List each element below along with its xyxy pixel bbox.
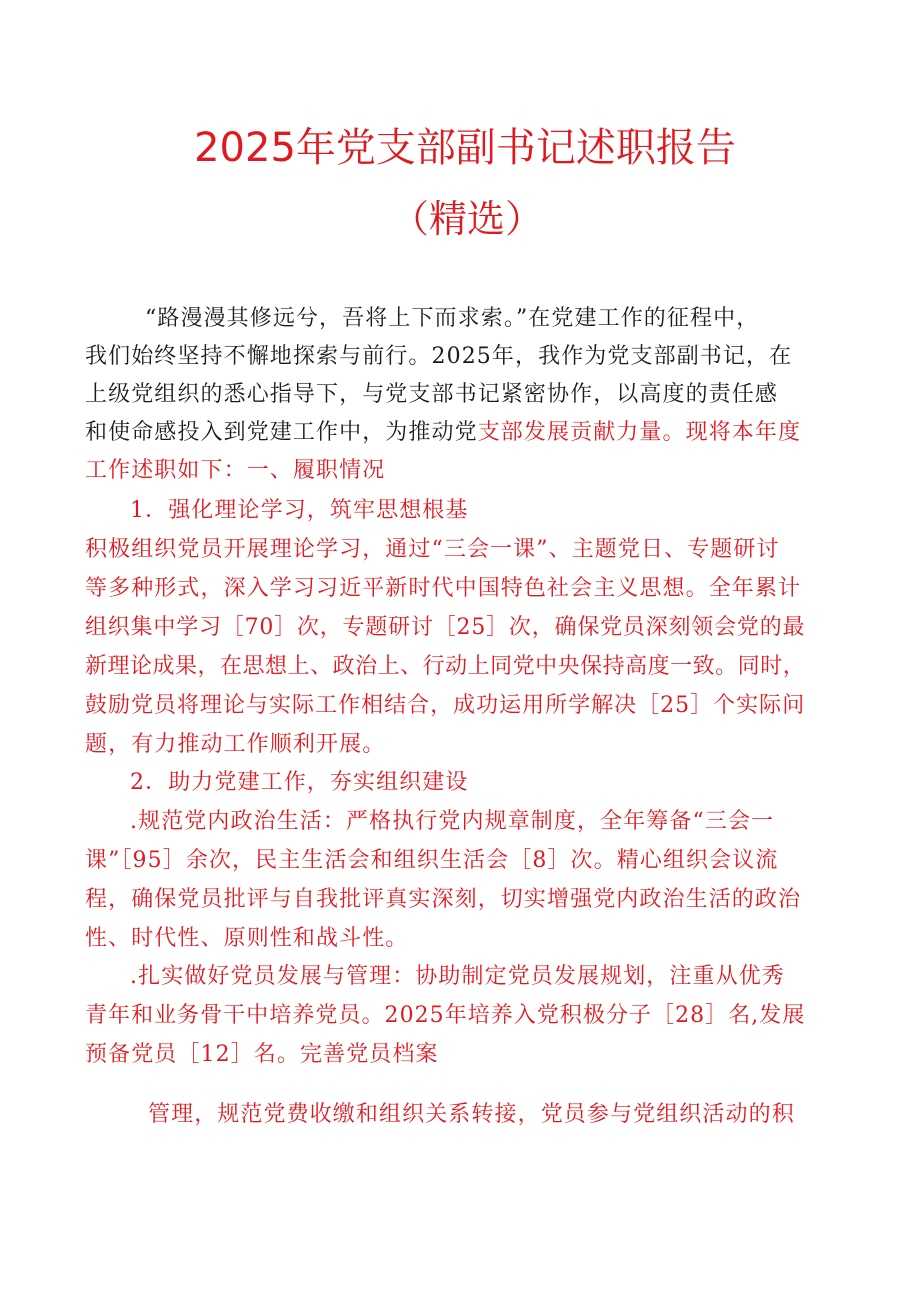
section-1-line: 新理论成果，在思想上、政治上、行动上同党中央保持高度一致。同时，	[85, 654, 806, 679]
section-2-para-1-line: 课”［95］余次，民主生活会和组织生活会［8］次。精心组织会议流	[85, 848, 779, 873]
section-2-para-1-line: .规范党内政治生活：严格执行党内规章制度，全年筹备“三会一	[130, 809, 775, 834]
intro-line-4	[85, 418, 801, 448]
section-1-heading: 1．强化理论学习，筑牢思想根基	[130, 498, 469, 523]
intro-line-1: “路漫漫其修远兮，吾将上下而求索。”在党建工作的征程中，	[145, 306, 760, 331]
intro-line-5: 工作述职如下：一、履职情况	[85, 458, 386, 483]
continuation-line: 管理，规范党费收缴和组织关系转接，党员参与党组织活动的积	[148, 1102, 795, 1127]
section-2-para-1-line: 性、时代性、原则性和战斗性。	[85, 926, 409, 951]
section-2-para-2-line: 青年和业务骨干中培养党员。2025年培养入党积极分子［28］名,发展	[85, 1003, 806, 1028]
section-2-heading: 2．助力党建工作，夯实组织建设	[130, 770, 469, 795]
intro-line-4-red: 支部发展贡献力量。现将本年度	[477, 420, 802, 445]
section-1-line: 等多种形式，深入学习习近平新时代中国特色社会主义思想。全年累计	[85, 576, 802, 601]
document-title: 2025年党支部副书记述职报告	[194, 125, 736, 171]
document-subtitle: （精选）	[390, 197, 543, 241]
intro-line-3: 上级党组织的悉心指导下，与党支部书记紧密协作，以高度的责任感	[85, 382, 779, 407]
section-1-line: 积极组织党员开展理论学习，通过“三会一课”、主题党日、专题研讨	[85, 537, 780, 562]
section-2-para-1-line: 程，确保党员批评与自我批评真实深刻，切实增强党内政治生活的政治	[85, 887, 802, 912]
section-1-line: 题，有力推动工作顺利开展。	[85, 732, 386, 757]
section-2-para-2-line: .扎实做好党员发展与管理：协助制定党员发展规划，注重从优秀	[130, 964, 785, 989]
intro-line-4-black: 和使命感投入到党建工作中，为推动党	[85, 420, 478, 445]
section-2-para-2-line: 预备党员［12］名。完善党员档案	[85, 1042, 439, 1067]
section-1-line: 鼓励党员将理论与实际工作相结合，成功运用所学解决［25］个实际问	[85, 693, 806, 718]
section-1-line: 组织集中学习［70］次，专题研讨［25］次，确保党员深刻领会党的最	[85, 615, 806, 640]
intro-line-2: 我们始终坚持不懈地探索与前行。2025年，我作为党支部副书记，在	[85, 344, 793, 369]
